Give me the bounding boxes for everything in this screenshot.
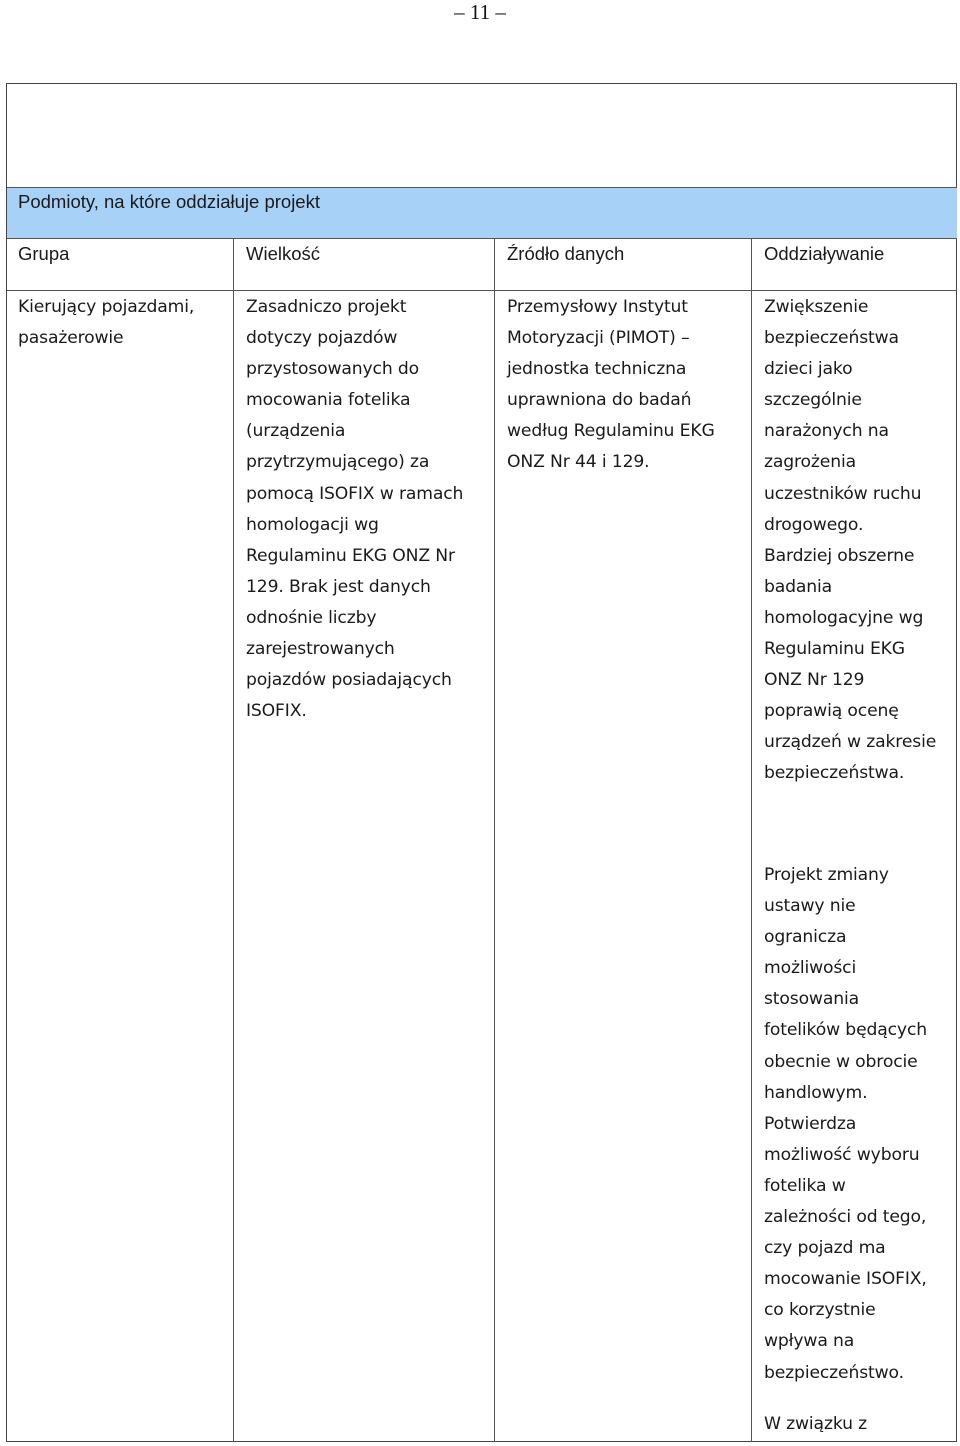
column-header-oddzialywanie: Oddziaływanie [764, 243, 885, 264]
column-header-wielkosc: Wielkość [246, 243, 321, 264]
cell-oddzialywanie-paragraph-1: Zwiększenie bezpieczeństwa dzieci jako szczególnie narażonych na zagrożenia uczestników ruchu drogowego. Bardziej obszerne badania homologacyjne wg Regulaminu EKG ONZ Nr 129 poprawią ocenę urządzeń w zakresie bezpieczeństwa. [764, 297, 937, 784]
column-divider-1 [233, 239, 234, 1442]
cell-oddzialywanie-paragraph-3: W związku z [764, 1414, 868, 1434]
column-divider-2 [494, 239, 495, 1442]
column-header-zrodlo-danych: Źródło danych [507, 243, 625, 264]
cell-oddzialywanie-paragraph-2: Projekt zmiany ustawy nie ogranicza możliwości stosowania fotelików będących obecnie w obrocie handlowym. Potwierdza możliwość wyboru fotelika w zależności od tego, czy pojazd ma mocowanie ISOFIX, co korzystnie wpływa na bezpieczeństwo. [764, 865, 927, 1383]
column-header-divider [7, 290, 957, 291]
column-divider-3 [751, 239, 752, 1442]
cell-grupa: Kierujący pojazdami, pasażerowie [18, 297, 195, 349]
table-title: Podmioty, na które oddziałuje projekt [18, 191, 320, 212]
cell-wielkosc: Zasadniczo projekt dotyczy pojazdów przystosowanych do mocowania fotelika (urządzenia przytrzymującego) za pomocą ISOFIX w ramach homologacji wg Regulaminu EKG ONZ Nr 129. Brak jest danych odnośnie liczby zarejestrowanych pojazdów posiadających ISOFIX. [246, 297, 464, 722]
column-header-grupa: Grupa [18, 243, 70, 264]
page-number: – 11 – [454, 0, 506, 24]
cell-zrodlo-danych: Przemysłowy Instytut Motoryzacji (PIMOT) – jednostka techniczna uprawniona do badań według Regulaminu EKG ONZ Nr 44 i 129. [507, 297, 715, 473]
